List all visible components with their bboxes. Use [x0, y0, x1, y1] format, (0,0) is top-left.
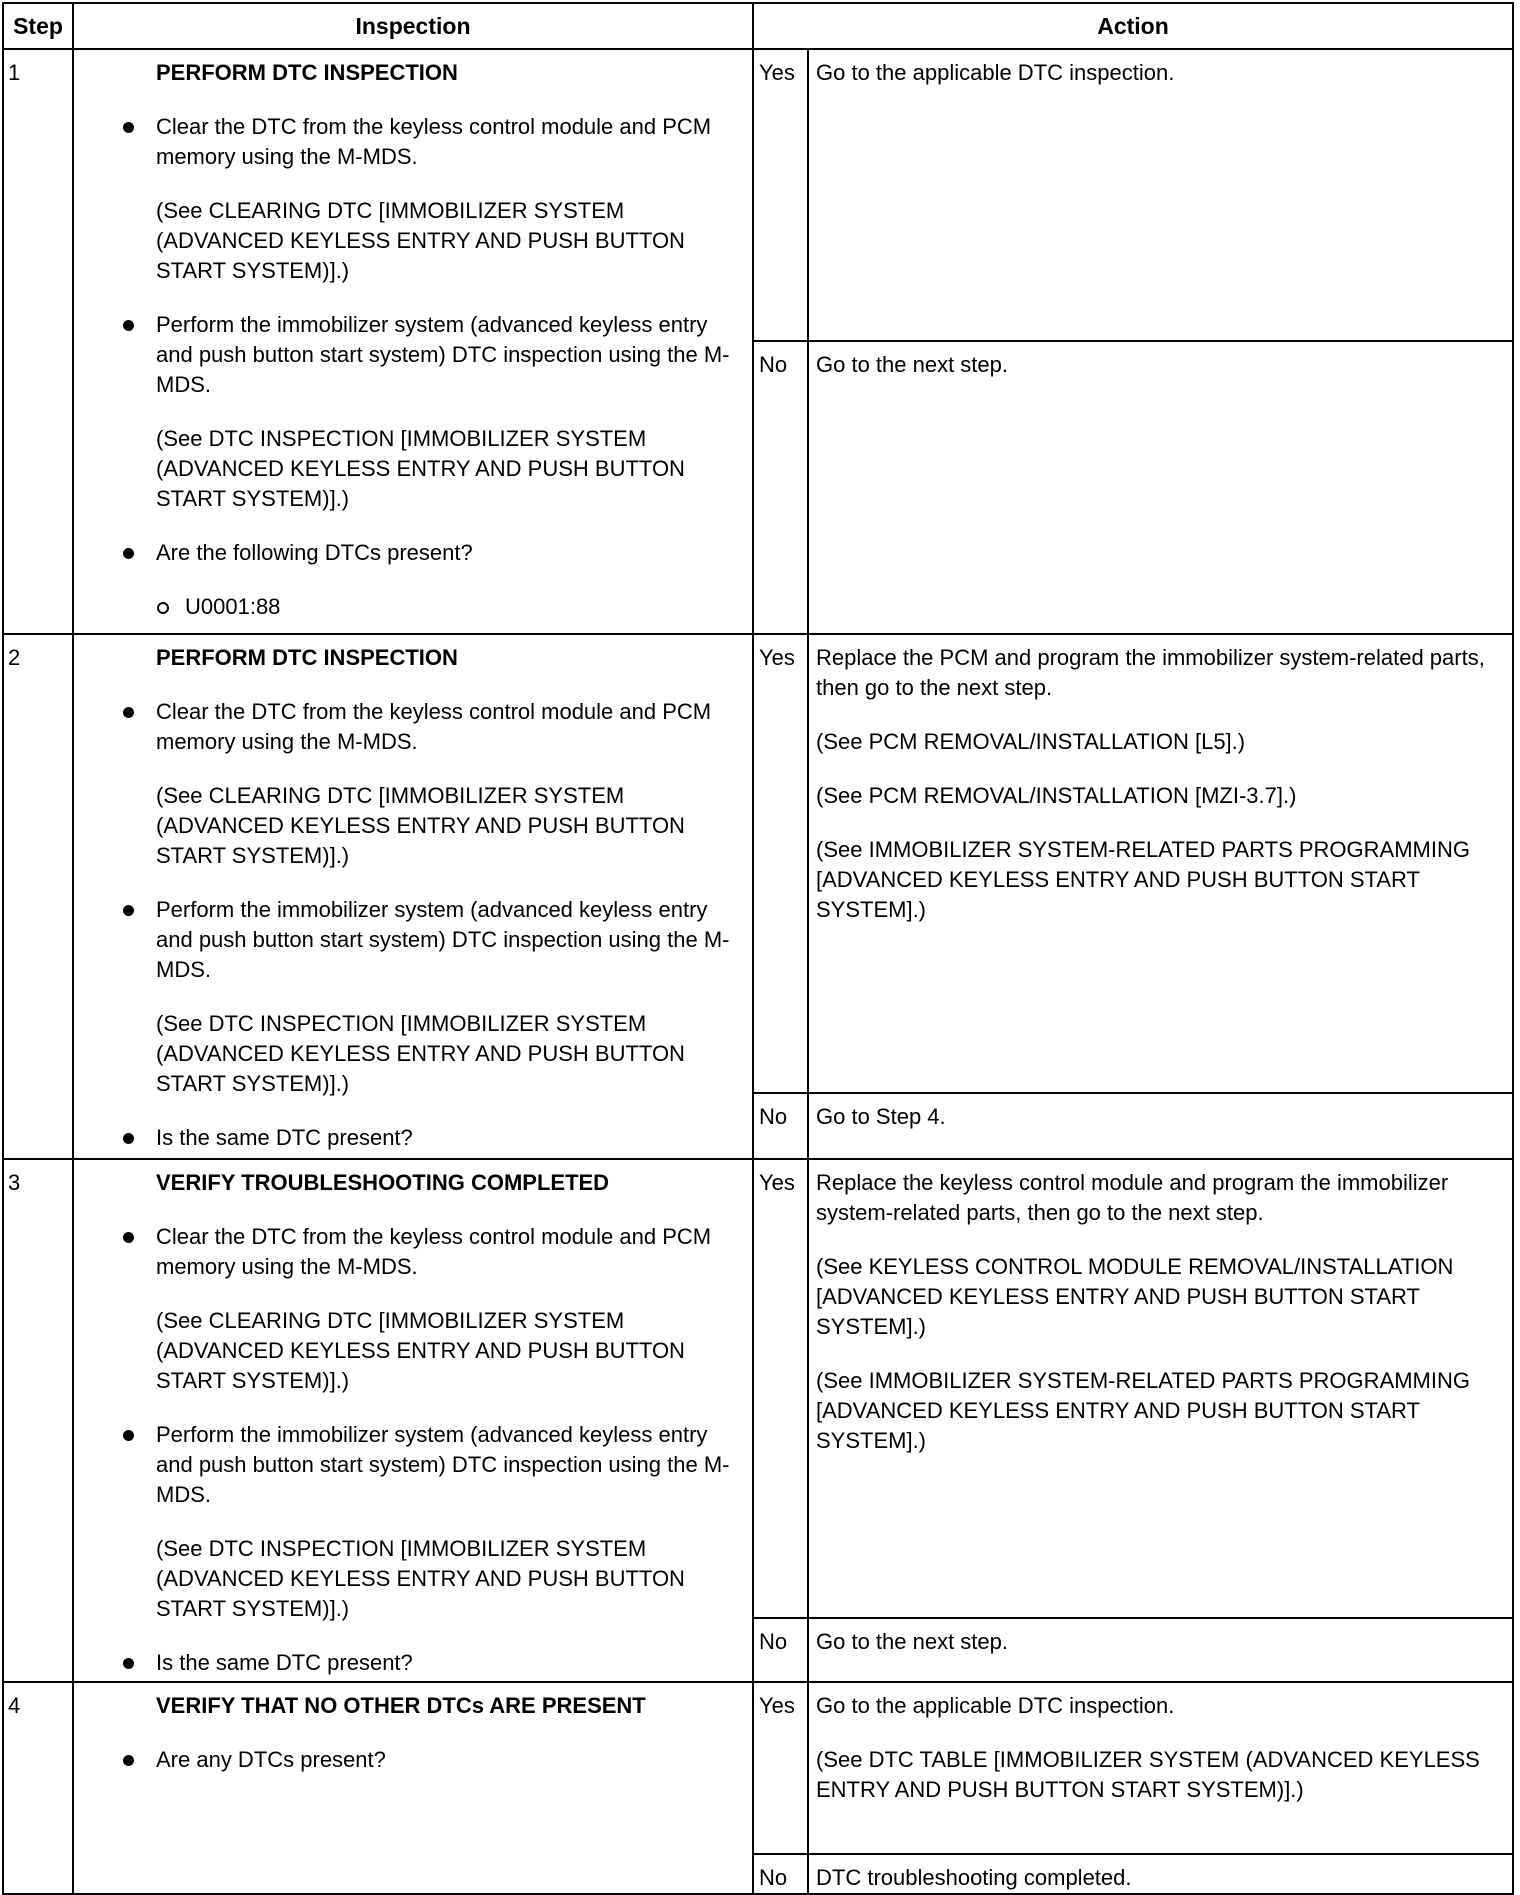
action-column-header: Action [753, 3, 1513, 49]
reference-note: (See DTC TABLE [IMMOBILIZER SYSTEM (ADVANCED KEYLESS ENTRY AND PUSH BUTTON START SYSTEM)].) [816, 1747, 1480, 1802]
bullet-dot-icon [123, 320, 134, 331]
yes-action-cell [808, 634, 1513, 1093]
no-label: No [753, 1093, 808, 1159]
yes-action-cell [808, 49, 1513, 341]
inspection-column-header: Inspection [73, 3, 753, 49]
reference-note: (See CLEARING DTC [IMMOBILIZER SYSTEM (ADVANCED KEYLESS ENTRY AND PUSH BUTTON START SYSTEM)].) [156, 1308, 685, 1393]
step-number: 2 [3, 634, 73, 1159]
reference-note: (See PCM REMOVAL/INSTALLATION [L5].) [816, 729, 1246, 754]
inspection-bullet: Perform the immobilizer system (advanced keyless entry and push button start system) DTC inspection using the M-MDS. [74, 1420, 734, 1510]
table-row [3, 49, 1513, 341]
bullet-dot-icon [123, 707, 134, 718]
reference-note: (See KEYLESS CONTROL MODULE REMOVAL/INSTALLATION [ADVANCED KEYLESS ENTRY AND PUSH BUTTON START SYSTEM].) [816, 1254, 1454, 1339]
bullet-dot-icon [123, 1430, 134, 1441]
bullet-dot-icon [123, 548, 134, 559]
inspection-cell [73, 49, 753, 634]
action-text: Go to Step 4. [816, 1104, 946, 1129]
inspection-cell [73, 634, 753, 1159]
inspection-bullet: Is the same DTC present? [74, 1648, 734, 1678]
no-action-cell [808, 1618, 1513, 1682]
action-text: Replace the keyless control module and program the immobilizer system-related parts, then go to the next step. [816, 1170, 1449, 1225]
bullet-dot-icon [123, 1133, 134, 1144]
step-number: 4 [3, 1682, 73, 1894]
inspection-bullet: Clear the DTC from the keyless control module and PCM memory using the M-MDS. [74, 112, 734, 172]
bullet-dot-icon [123, 1755, 134, 1766]
step-number: 1 [3, 49, 73, 634]
inspection-bullet: Perform the immobilizer system (advanced keyless entry and push button start system) DTC inspection using the M-MDS. [74, 895, 734, 985]
inspection-bullet: Clear the DTC from the keyless control module and PCM memory using the M-MDS. [74, 1222, 734, 1282]
inspection-title: VERIFY THAT NO OTHER DTCs ARE PRESENT [156, 1693, 646, 1718]
yes-label: Yes [753, 634, 808, 1093]
action-text: Go to the applicable DTC inspection. [816, 60, 1175, 85]
inspection-bullet: Perform the immobilizer system (advanced keyless entry and push button start system) DTC inspection using the M-MDS. [74, 310, 734, 400]
action-text: DTC troubleshooting completed. [816, 1865, 1132, 1890]
diagnostic-procedure-table [2, 2, 1514, 1895]
inspection-title: PERFORM DTC INSPECTION [156, 645, 458, 670]
bullet-dot-icon [123, 905, 134, 916]
reference-note: (See CLEARING DTC [IMMOBILIZER SYSTEM (ADVANCED KEYLESS ENTRY AND PUSH BUTTON START SYSTEM)].) [156, 783, 685, 868]
bullet-dot-icon [123, 1658, 134, 1669]
no-label: No [753, 1618, 808, 1682]
reference-note: (See DTC INSPECTION [IMMOBILIZER SYSTEM (ADVANCED KEYLESS ENTRY AND PUSH BUTTON START SYSTEM)].) [156, 1536, 685, 1621]
inspection-bullet: Are any DTCs present? [74, 1745, 734, 1775]
action-text: Replace the PCM and program the immobilizer system-related parts, then go to the next step. [816, 645, 1485, 700]
reference-note: (See IMMOBILIZER SYSTEM-RELATED PARTS PROGRAMMING [ADVANCED KEYLESS ENTRY AND PUSH BUTTON START SYSTEM].) [816, 837, 1470, 922]
inspection-bullet: Clear the DTC from the keyless control module and PCM memory using the M-MDS. [74, 697, 734, 757]
yes-action-cell [808, 1159, 1513, 1618]
step-number: 3 [3, 1159, 73, 1682]
inspection-bullet: Is the same DTC present? [74, 1123, 734, 1153]
inspection-cell [73, 1682, 753, 1894]
yes-label: Yes [753, 1159, 808, 1618]
reference-note: (See DTC INSPECTION [IMMOBILIZER SYSTEM (ADVANCED KEYLESS ENTRY AND PUSH BUTTON START SYSTEM)].) [156, 1011, 685, 1096]
action-text: Go to the applicable DTC inspection. [816, 1693, 1175, 1718]
step-column-header: Step [3, 3, 73, 49]
table-row [3, 1682, 1513, 1854]
inspection-cell [73, 1159, 753, 1682]
inspection-title: VERIFY TROUBLESHOOTING COMPLETED [156, 1170, 610, 1195]
yes-action-cell [808, 1682, 1513, 1854]
yes-label: Yes [753, 1682, 808, 1854]
reference-note: (See CLEARING DTC [IMMOBILIZER SYSTEM (ADVANCED KEYLESS ENTRY AND PUSH BUTTON START SYSTEM)].) [156, 198, 685, 283]
reference-note: (See DTC INSPECTION [IMMOBILIZER SYSTEM (ADVANCED KEYLESS ENTRY AND PUSH BUTTON START SYSTEM)].) [156, 426, 685, 511]
no-action-cell [808, 1854, 1513, 1894]
no-label: No [753, 341, 808, 634]
bullet-dot-icon [123, 1232, 134, 1243]
reference-note: (See IMMOBILIZER SYSTEM-RELATED PARTS PROGRAMMING [ADVANCED KEYLESS ENTRY AND PUSH BUTTON START SYSTEM].) [816, 1368, 1470, 1453]
circle-bullet-icon [157, 602, 169, 614]
dtc-code-item: U0001:88 [74, 592, 734, 622]
bullet-dot-icon [123, 122, 134, 133]
reference-note: (See PCM REMOVAL/INSTALLATION [MZI-3.7].) [816, 783, 1297, 808]
no-action-cell [808, 341, 1513, 634]
no-label: No [753, 1854, 808, 1894]
yes-label: Yes [753, 49, 808, 341]
table-row [3, 634, 1513, 1093]
action-text: Go to the next step. [816, 352, 1009, 377]
table-header-row [3, 3, 1513, 49]
action-text: Go to the next step. [816, 1629, 1009, 1654]
inspection-bullet: Are the following DTCs present? [74, 538, 734, 568]
inspection-title: PERFORM DTC INSPECTION [156, 60, 458, 85]
table-row [3, 1159, 1513, 1618]
no-action-cell [808, 1093, 1513, 1159]
